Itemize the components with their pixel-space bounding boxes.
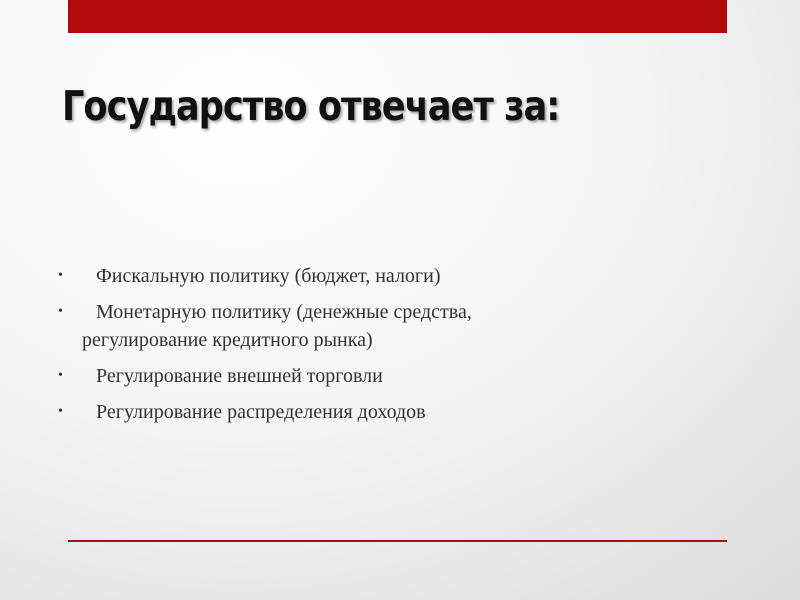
bullet-text-continuation: регулирование кредитного рынка) bbox=[82, 329, 373, 351]
bullet-item-monetary-policy bbox=[58, 298, 738, 354]
top-accent-bar bbox=[68, 0, 727, 33]
bullet-item-income-distribution bbox=[58, 398, 738, 426]
bullet-icon: • bbox=[58, 368, 63, 383]
bullet-icon: • bbox=[58, 404, 63, 419]
bullet-icon: • bbox=[58, 304, 63, 319]
bullet-item-fiscal-policy bbox=[58, 262, 738, 290]
bullet-text: Регулирование внешней торговли bbox=[96, 365, 383, 387]
bullet-text: Регулирование распределения доходов bbox=[96, 401, 426, 423]
bullet-icon: • bbox=[58, 268, 63, 283]
bottom-divider bbox=[68, 540, 727, 542]
bullet-text: Монетарную политику (денежные средства, bbox=[96, 301, 472, 323]
bullet-text: Фискальную политику (бюджет, налоги) bbox=[96, 265, 441, 287]
bullet-item-foreign-trade bbox=[58, 362, 738, 390]
slide-title: Государство отвечает за: bbox=[62, 82, 560, 130]
bullet-list bbox=[58, 262, 738, 434]
